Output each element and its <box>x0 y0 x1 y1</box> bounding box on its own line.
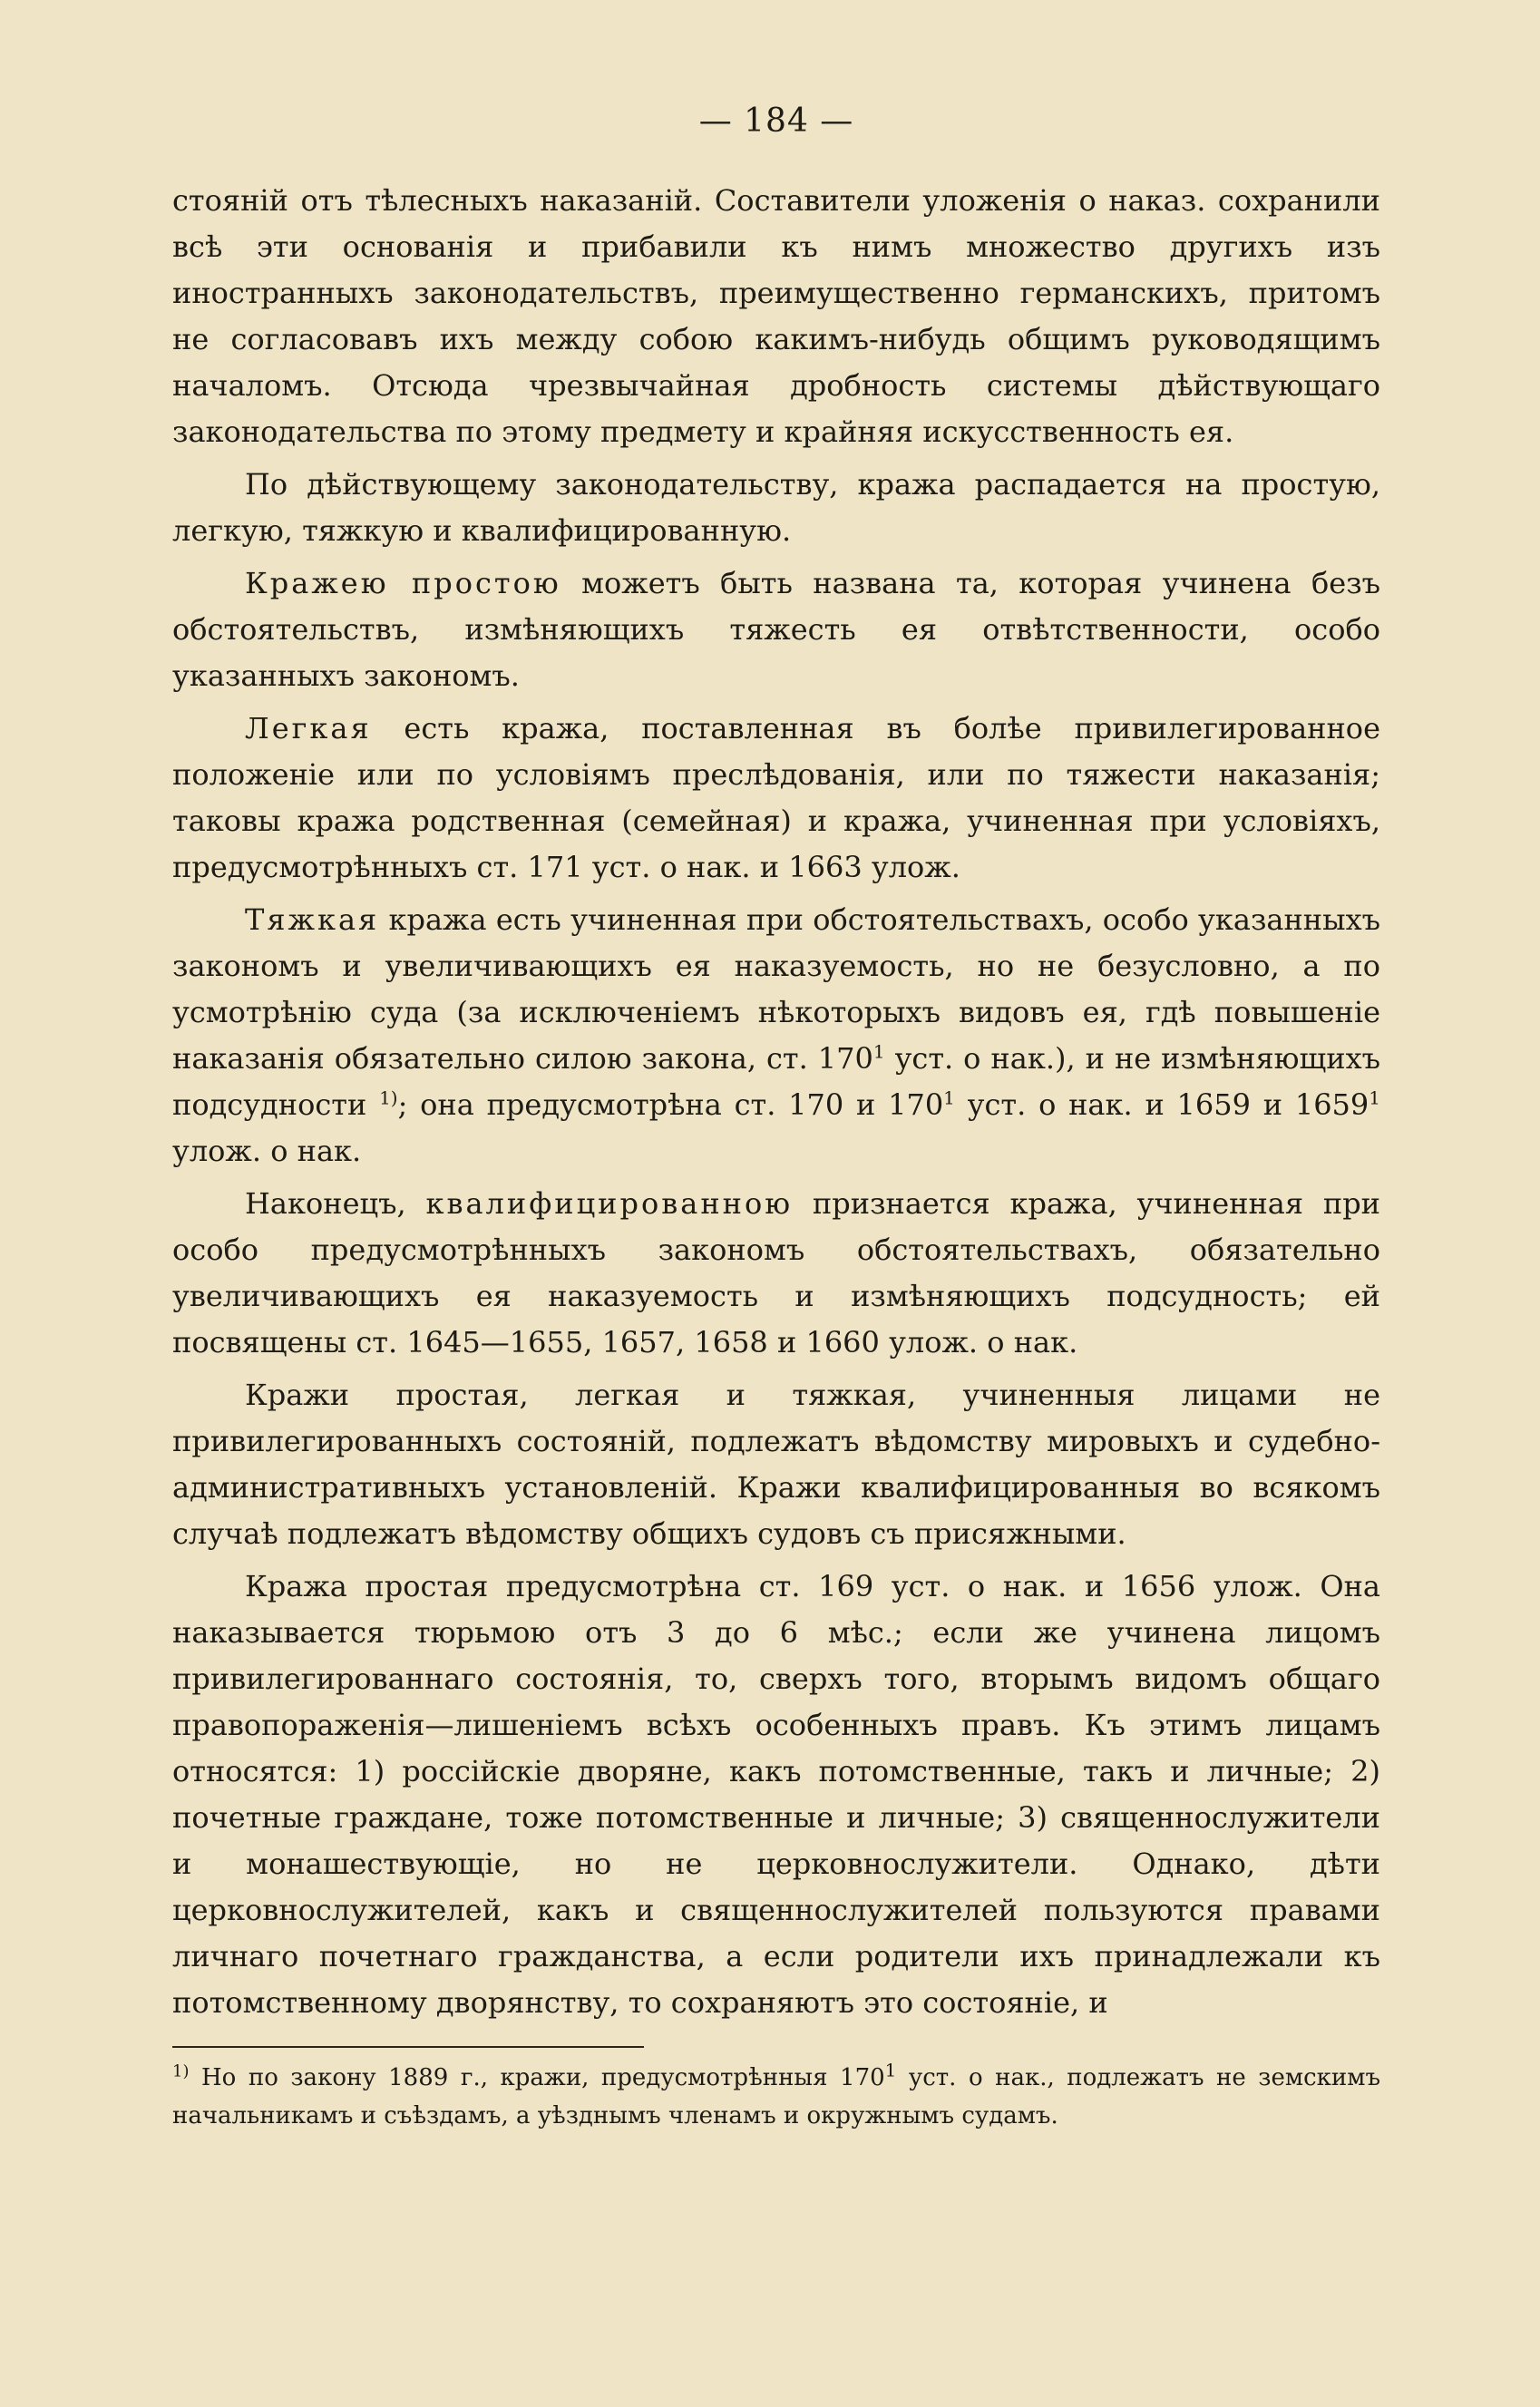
paragraph <box>172 1564 1380 2026</box>
paragraph-text: По дѣйствующему законодательству, кража распадается на простую, легкую, тяжкую и квалифицированную. <box>172 467 1380 548</box>
article-superscript: 1 <box>1369 1087 1380 1109</box>
spaced-term: Кражею простою <box>245 566 561 600</box>
footnote-text: уст. о нак., подлежатъ не земскимъ начальникамъ и съѣздамъ, а уѣзднымъ членамъ и окружнымъ судамъ. <box>172 2064 1380 2129</box>
paragraph-text: уст. о нак.), и не измѣняющихъ подсудности <box>172 1041 1381 1122</box>
footnote-reference: 1) <box>379 1087 398 1109</box>
footnote <box>172 2059 1380 2135</box>
paragraph <box>172 706 1380 891</box>
footnote-text: Но по закону 1889 г., кражи, предусмотрѣнныя 170 <box>189 2064 885 2091</box>
paragraph <box>172 897 1380 1174</box>
paragraph-text: уст. о нак. и 1659 и 1659 <box>954 1087 1369 1122</box>
paragraph <box>172 560 1380 699</box>
article-superscript: 1 <box>872 1040 885 1063</box>
article-superscript: 1 <box>884 2059 897 2081</box>
footnote-mark: 1) <box>172 2061 190 2081</box>
footnote-divider <box>172 2046 644 2048</box>
spaced-term: Тяжкая <box>245 902 380 937</box>
paragraph <box>172 178 1380 455</box>
paragraph-text: есть кража, поставленная въ болѣе привилегированное положеніе или по условіямъ преслѣдованія, или по тяжести наказанія; таковы кража родственная (семейная) и кража, учиненная при условіяхъ, предусмотрѣнныхъ ст. 171 уст. о нак. и 1663 улож. <box>172 711 1380 884</box>
paragraph <box>172 462 1380 554</box>
paragraph-text: кража есть учиненная при обстоятельствахъ, особо указанныхъ закономъ и увеличивающихъ ея наказуемость, но не безусловно, а по усмотрѣнію суда (за исключеніемъ нѣкоторыхъ видовъ ея, гдѣ повышеніе наказанія обязательно силою закона, ст. 170 <box>172 902 1380 1076</box>
paragraph-text: Кража простая предусмотрѣна ст. 169 уст. о нак. и 1656 улож. Она наказывается тюрьмою отъ 3 до 6 мѣс.; если же учинена лицомъ привилегированнаго состоянія, то, сверхъ того, вторымъ видомъ общаго правопораженія—лишеніемъ всѣхъ особенныхъ правъ. Къ этимъ лицамъ относятся: 1) россійскіе дворяне, какъ потомственные, такъ и личные; 2) почетные граждане, тоже потомственные и личные; 3) священнослужители и монашествующіе, но не церковнослужители. Однако, дѣти церковнослужителей, какъ и священнослужителей пользуются правами личнаго почетнаго гражданства, а если родители ихъ принадлежали къ потомственному дворянству, то сохраняютъ это состояніе, и <box>172 1569 1380 2020</box>
page-number: — 184 — <box>698 102 854 140</box>
spaced-term: квалифицированною <box>425 1186 794 1221</box>
article-superscript: 1 <box>943 1087 955 1109</box>
paragraph-text: ; она предусмотрѣна ст. 170 и 170 <box>397 1087 944 1122</box>
spaced-term: Легкая <box>245 711 372 745</box>
paragraph-text: признается кража, учиненная при особо предусмотрѣнныхъ закономъ обстоятельствахъ, обязательно увеличивающихъ ея наказуемость и измѣняющихъ подсудность; ей посвящены ст. 1645—1655, 1657, 1658 и 1660 улож. о нак. <box>172 1186 1381 1359</box>
paragraph <box>172 1372 1380 1557</box>
paragraph-text: улож. о нак. <box>172 1134 362 1168</box>
paragraph-text: стояній отъ тѣлесныхъ наказаній. Составители уложенія о наказ. сохранили всѣ эти основанія и прибавили къ нимъ множество другихъ изъ иностранныхъ законодательствъ, преимущественно германскихъ, притомъ не согласовавъ ихъ между собою какимъ-нибудь общимъ руководящимъ началомъ. Отсюда чрезвычайная дробность системы дѣйствующаго законодательства по этому предмету и крайняя искусственность ея. <box>172 183 1380 449</box>
paragraph-text: можетъ быть названа та, которая учинена безъ обстоятельствъ, измѣняющихъ тяжесть ея отвѣтственности, особо указанныхъ закономъ. <box>172 566 1381 693</box>
paragraph <box>172 1181 1380 1366</box>
main-text <box>172 178 1380 2026</box>
paragraph-text: Наконецъ, <box>245 1186 426 1221</box>
paragraph-text: Кражи простая, легкая и тяжкая, учиненныя лицами не привилегированныхъ состояній, подлежатъ вѣдомству мировыхъ и судебно-административныхъ установленій. Кражи квалифицированныя во всякомъ случаѣ подлежатъ вѣдомству общихъ судовъ съ присяжными. <box>172 1378 1380 1551</box>
